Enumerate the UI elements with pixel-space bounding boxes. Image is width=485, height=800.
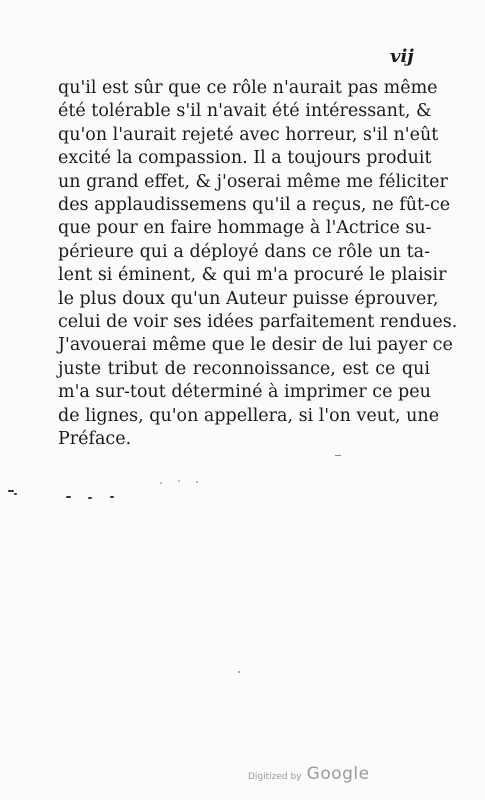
- text-line: périeure qui a déployé dans ce rôle un ta-: [58, 241, 430, 262]
- text-line: qu'on l'aurait rejeté avec horreur, s'il n'eût: [58, 124, 439, 145]
- scan-speck: [8, 490, 14, 492]
- scan-speck: [110, 496, 114, 498]
- text-line: été tolérable s'il n'avait été intéressant, &: [58, 101, 432, 122]
- scan-speck: [66, 496, 71, 498]
- google-logo: Google: [306, 764, 370, 784]
- text-line: que pour en faire hommage à l'Actrice su-: [58, 218, 432, 239]
- text-line: le plus doux qu'un Auteur puisse éprouver,: [58, 288, 439, 309]
- text-line: des applaudissemens qu'il a reçus, ne fût-ce: [58, 195, 451, 216]
- scan-speck: [238, 671, 240, 673]
- digitized-label: Digitized by: [248, 772, 302, 782]
- text-line: excité la compassion. Il a toujours produit: [58, 148, 432, 169]
- text-line: m'a sur-tout déterminé à imprimer ce peu: [58, 382, 431, 403]
- text-line: un grand effet, & j'oserai même me féliciter: [58, 171, 448, 192]
- text-line: lent si éminent, & qui m'a procuré le plaisir: [58, 265, 447, 286]
- text-line: qu'il est sûr que ce rôle n'aurait pas même: [58, 78, 438, 98]
- scan-speck: [178, 480, 180, 482]
- scan-speck: [14, 493, 17, 495]
- text-line: juste tribut de reconnoissance, est ce qui: [58, 358, 430, 379]
- text-line: J'avouerai même que le desir de lui payer ce: [58, 335, 453, 356]
- digitization-watermark: [248, 764, 370, 784]
- text-line: de lignes, qu'on appellera, si l'on veut, une: [58, 405, 440, 426]
- scan-speck: [335, 455, 341, 456]
- scan-speck: [88, 497, 92, 499]
- text-line: celui de voir ses idées parfaitement rendues.: [58, 312, 458, 333]
- page-number: vij: [390, 46, 414, 67]
- body-text: [58, 77, 458, 452]
- scan-speck: [196, 481, 198, 483]
- text-line: Préface.: [58, 429, 132, 450]
- scan-speck: [160, 482, 162, 484]
